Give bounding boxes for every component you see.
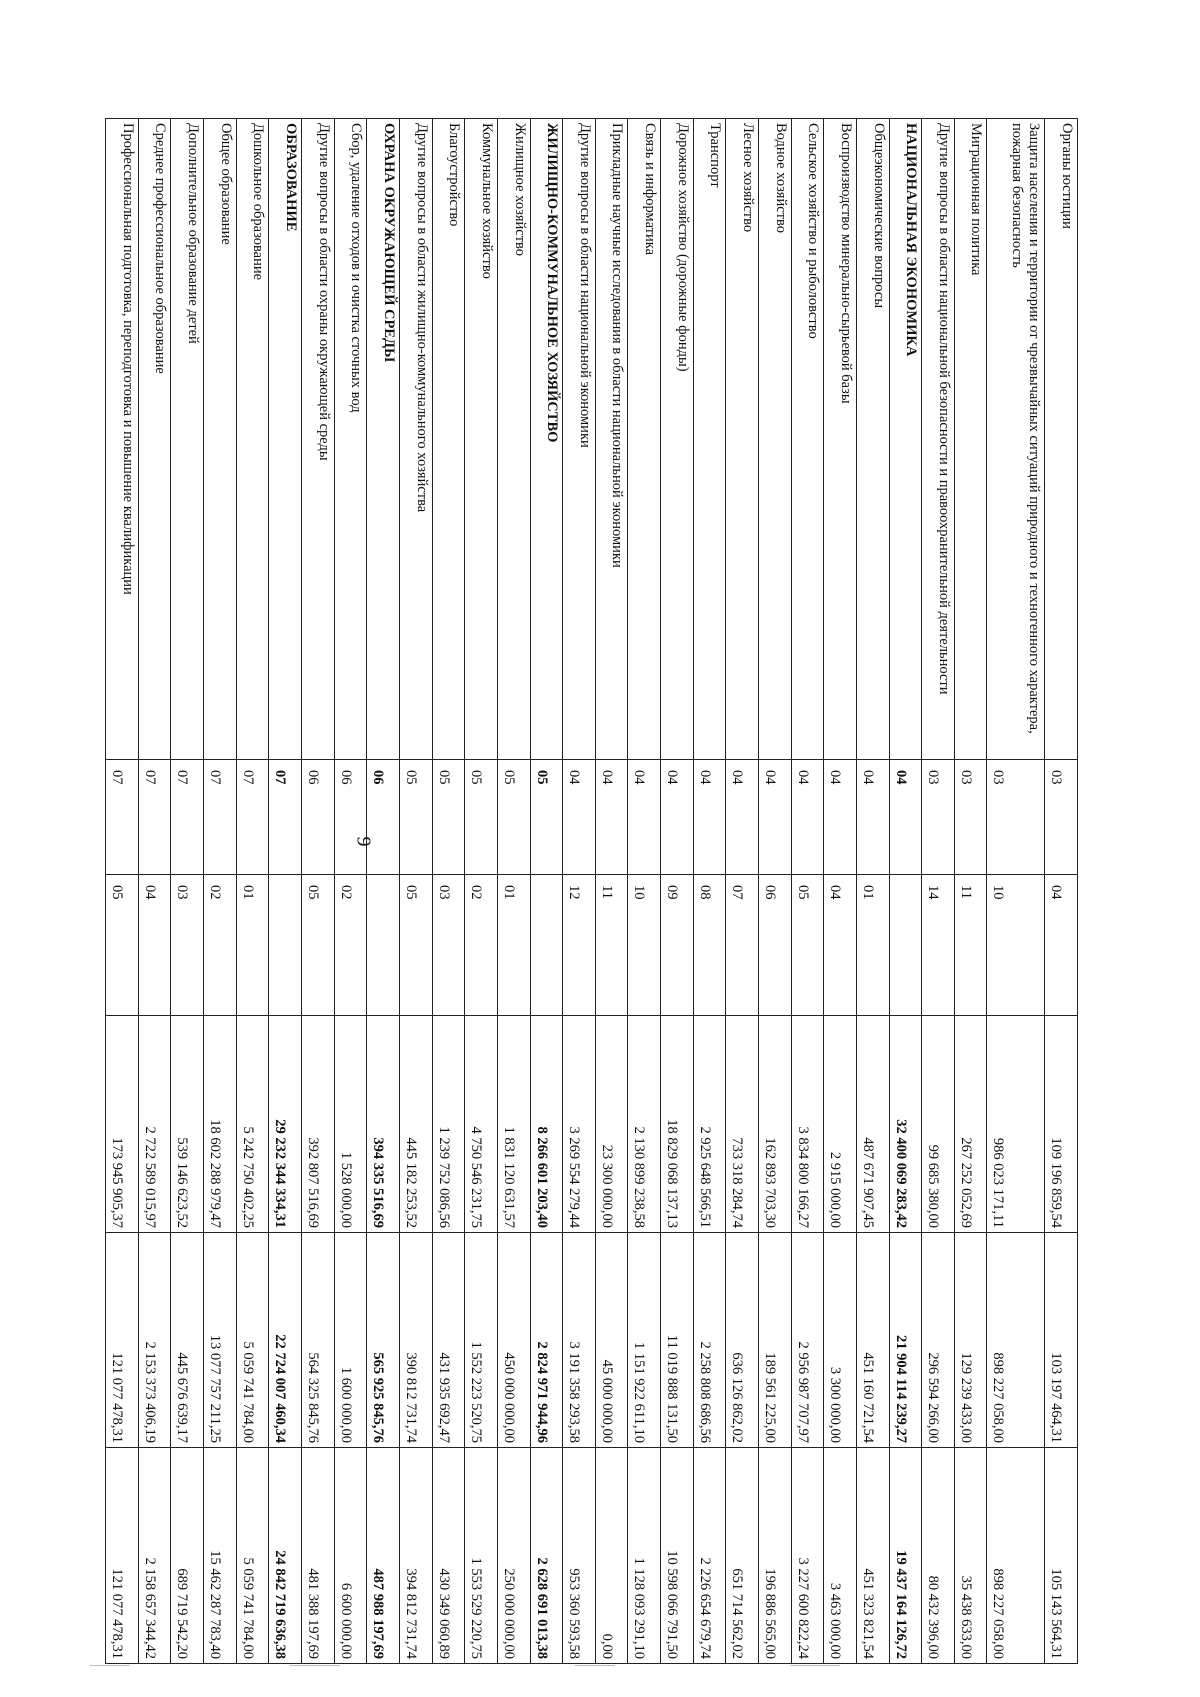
budget-table	[105, 118, 1078, 1664]
row-name: Сбор, удаление отходов и очистка сточных вод	[334, 119, 367, 760]
table-row	[399, 119, 432, 1664]
table-row	[530, 119, 563, 1664]
row-section-code: 07	[106, 760, 139, 875]
row-subsection-code: 09	[661, 875, 694, 1016]
row-amount-2: 2 956 987 707,97	[791, 1233, 824, 1448]
table-row	[497, 119, 530, 1664]
row-amount-2: 3 191 358 293,58	[563, 1233, 596, 1448]
table-row	[954, 119, 987, 1664]
row-section-code: 06	[367, 760, 400, 875]
row-subsection-code	[530, 875, 563, 1016]
row-name: Связь и информатика	[628, 119, 661, 760]
row-amount-1: 23 300 000,00	[595, 1016, 628, 1233]
table-row	[1045, 119, 1078, 1664]
row-section-code: 04	[759, 760, 792, 875]
row-amount-3: 689 719 542,20	[171, 1448, 204, 1664]
row-amount-3: 5 059 741 784,00	[236, 1448, 269, 1664]
page-number: 9	[352, 836, 375, 847]
row-amount-1: 109 196 859,54	[1045, 1016, 1078, 1233]
table-row	[367, 119, 400, 1664]
row-amount-1: 2 722 589 015,97	[138, 1016, 171, 1233]
row-amount-2: 2 258 808 686,56	[693, 1233, 726, 1448]
row-amount-1: 392 807 516,69	[302, 1016, 335, 1233]
table-row	[465, 119, 498, 1664]
row-amount-1: 487 671 907,45	[856, 1016, 889, 1233]
row-section-code: 04	[693, 760, 726, 875]
row-amount-1: 3 269 554 279,44	[563, 1016, 596, 1233]
row-subsection-code: 11	[954, 875, 987, 1016]
row-subsection-code: 08	[693, 875, 726, 1016]
row-amount-2: 22 724 007 460,34	[269, 1233, 302, 1448]
row-amount-3: 10 598 066 791,50	[661, 1448, 694, 1664]
row-amount-2: 1 600 000,00	[334, 1233, 367, 1448]
row-section-code: 05	[465, 760, 498, 875]
row-name: ОБРАЗОВАНИЕ	[269, 119, 302, 760]
footer-mark	[290, 1665, 340, 1666]
row-amount-3: 451 323 821,54	[856, 1448, 889, 1664]
row-amount-3: 250 000 000,00	[497, 1448, 530, 1664]
row-amount-2: 431 935 692,47	[432, 1233, 465, 1448]
row-amount-1: 267 252 052,69	[954, 1016, 987, 1233]
row-section-code: 03	[922, 760, 955, 875]
row-name: Сельское хозяйство и рыболовство	[791, 119, 824, 760]
row-subsection-code: 05	[399, 875, 432, 1016]
row-amount-1: 18 829 068 137,13	[661, 1016, 694, 1233]
row-section-code: 06	[302, 760, 335, 875]
row-subsection-code: 01	[497, 875, 530, 1016]
table-row	[824, 119, 857, 1664]
row-amount-1: 1 239 752 086,56	[432, 1016, 465, 1233]
row-amount-2: 898 227 058,00	[987, 1233, 1045, 1448]
budget-table-body	[106, 119, 1078, 1664]
row-amount-3: 196 886 565,00	[759, 1448, 792, 1664]
table-row	[138, 119, 171, 1664]
row-amount-2: 451 160 721,54	[856, 1233, 889, 1448]
table-row	[204, 119, 237, 1664]
row-section-code: 03	[1045, 760, 1078, 875]
row-amount-1: 539 146 623,52	[171, 1016, 204, 1233]
row-name: Водное хозяйство	[759, 119, 792, 760]
row-subsection-code: 14	[922, 875, 955, 1016]
row-amount-2: 21 904 114 239,27	[889, 1233, 922, 1448]
row-amount-1: 445 182 253,52	[399, 1016, 432, 1233]
row-amount-2: 189 561 225,00	[759, 1233, 792, 1448]
row-amount-3: 121 077 478,31	[106, 1448, 139, 1664]
row-amount-3: 35 438 633,00	[954, 1448, 987, 1664]
row-amount-2: 445 676 639,17	[171, 1233, 204, 1448]
row-section-code: 05	[399, 760, 432, 875]
row-section-code: 04	[791, 760, 824, 875]
table-row	[236, 119, 269, 1664]
row-name: Воспроизводство минерально-сырьевой базы	[824, 119, 857, 760]
row-amount-2: 2 824 971 944,96	[530, 1233, 563, 1448]
row-amount-1: 173 945 905,37	[106, 1016, 139, 1233]
row-section-code: 04	[889, 760, 922, 875]
row-name: Жилищное хозяйство	[497, 119, 530, 760]
row-amount-3: 1 553 529 220,75	[465, 1448, 498, 1664]
row-amount-1: 32 400 069 283,42	[889, 1016, 922, 1233]
row-name: Прикладные научные исследования в области национальной экономики	[595, 119, 628, 760]
row-amount-2: 1 151 922 611,10	[628, 1233, 661, 1448]
table-row	[302, 119, 335, 1664]
row-subsection-code: 11	[595, 875, 628, 1016]
row-subsection-code: 01	[236, 875, 269, 1016]
row-name: Дополнительное образование детей	[171, 119, 204, 760]
row-name: Транспорт	[693, 119, 726, 760]
footer-mark	[790, 1665, 840, 1666]
row-name: Защита населения и территории от чрезвычайных ситуаций природного и техногенного характера, пожарная безопасность	[987, 119, 1045, 760]
row-amount-3: 105 143 564,31	[1045, 1448, 1078, 1664]
table-row	[791, 119, 824, 1664]
row-section-code: 07	[236, 760, 269, 875]
table-row	[171, 119, 204, 1664]
row-amount-1: 1 528 000,00	[334, 1016, 367, 1233]
row-subsection-code: 04	[138, 875, 171, 1016]
row-amount-3: 19 437 164 126,72	[889, 1448, 922, 1664]
row-amount-2: 121 077 478,31	[106, 1233, 139, 1448]
row-amount-2: 11 019 888 131,50	[661, 1233, 694, 1448]
footer-mark	[90, 1665, 130, 1666]
row-subsection-code: 07	[726, 875, 759, 1016]
table-row	[759, 119, 792, 1664]
row-name: Коммунальное хозяйство	[465, 119, 498, 760]
row-amount-2: 5 059 741 784,00	[236, 1233, 269, 1448]
row-amount-1: 5 242 750 402,25	[236, 1016, 269, 1233]
row-subsection-code	[889, 875, 922, 1016]
row-name: Общее образование	[204, 119, 237, 760]
row-amount-2: 636 126 862,02	[726, 1233, 759, 1448]
row-amount-1: 162 893 703,30	[759, 1016, 792, 1233]
row-amount-3: 953 360 593,58	[563, 1448, 596, 1664]
table-row	[922, 119, 955, 1664]
row-section-code: 07	[138, 760, 171, 875]
row-amount-2: 390 812 731,74	[399, 1233, 432, 1448]
row-amount-1: 2 915 000,00	[824, 1016, 857, 1233]
row-amount-1: 2 925 648 566,51	[693, 1016, 726, 1233]
row-amount-1: 1 831 120 631,57	[497, 1016, 530, 1233]
row-amount-3: 3 227 600 822,24	[791, 1448, 824, 1664]
table-row	[432, 119, 465, 1664]
row-subsection-code: 02	[465, 875, 498, 1016]
row-section-code: 03	[954, 760, 987, 875]
row-subsection-code: 02	[204, 875, 237, 1016]
row-section-code: 04	[824, 760, 857, 875]
table-row	[987, 119, 1045, 1664]
row-section-code: 03	[987, 760, 1045, 875]
row-section-code: 05	[530, 760, 563, 875]
row-amount-3: 2 158 657 344,42	[138, 1448, 171, 1664]
row-amount-3: 15 462 287 783,40	[204, 1448, 237, 1664]
table-row	[661, 119, 694, 1664]
row-subsection-code: 03	[171, 875, 204, 1016]
row-subsection-code: 10	[628, 875, 661, 1016]
row-amount-1: 8 266 601 203,40	[530, 1016, 563, 1233]
row-amount-2: 2 153 373 406,19	[138, 1233, 171, 1448]
row-amount-3: 481 388 197,69	[302, 1448, 335, 1664]
row-name: Среднее профессиональное образование	[138, 119, 171, 760]
row-section-code: 05	[432, 760, 465, 875]
row-amount-3: 24 842 719 636,38	[269, 1448, 302, 1664]
row-amount-3: 80 432 396,00	[922, 1448, 955, 1664]
row-amount-3: 2 226 654 679,74	[693, 1448, 726, 1664]
row-amount-3: 430 349 060,89	[432, 1448, 465, 1664]
row-name: Другие вопросы в области охраны окружающей среды	[302, 119, 335, 760]
row-section-code: 07	[204, 760, 237, 875]
row-amount-2: 564 325 845,76	[302, 1233, 335, 1448]
row-name: Профессиональная подготовка, переподготовка и повышение квалификации	[106, 119, 139, 760]
table-row	[563, 119, 596, 1664]
table-row	[889, 119, 922, 1664]
row-name: Миграционная политика	[954, 119, 987, 760]
table-row	[628, 119, 661, 1664]
row-name: Другие вопросы в области жилищно-коммунального хозяйства	[399, 119, 432, 760]
row-amount-1: 3 834 800 166,27	[791, 1016, 824, 1233]
row-section-code: 06	[334, 760, 367, 875]
row-amount-2: 1 552 223 520,75	[465, 1233, 498, 1448]
table-row	[693, 119, 726, 1664]
row-name: Другие вопросы в области национальной безопасности и правоохранительной деятельности	[922, 119, 955, 760]
row-name: НАЦИОНАЛЬНАЯ ЭКОНОМИКА	[889, 119, 922, 760]
row-subsection-code: 06	[759, 875, 792, 1016]
row-amount-3: 394 812 731,74	[399, 1448, 432, 1664]
row-subsection-code: 02	[334, 875, 367, 1016]
row-amount-1: 29 232 344 334,31	[269, 1016, 302, 1233]
row-subsection-code	[269, 875, 302, 1016]
row-section-code: 04	[563, 760, 596, 875]
row-amount-2: 103 197 464,31	[1045, 1233, 1078, 1448]
row-section-code: 05	[497, 760, 530, 875]
row-section-code: 04	[726, 760, 759, 875]
row-amount-3: 651 714 562,02	[726, 1448, 759, 1664]
row-subsection-code: 04	[1045, 875, 1078, 1016]
row-name: Другие вопросы в области национальной экономики	[563, 119, 596, 760]
row-amount-3: 898 227 058,00	[987, 1448, 1045, 1664]
table-row	[269, 119, 302, 1664]
row-subsection-code	[367, 875, 400, 1016]
rotated-table-wrapper	[105, 118, 1078, 1663]
row-amount-2: 45 000 000,00	[595, 1233, 628, 1448]
row-name: Дошкольное образование	[236, 119, 269, 760]
row-amount-1: 99 685 380,00	[922, 1016, 955, 1233]
row-amount-3: 0,00	[595, 1448, 628, 1664]
row-amount-2: 129 239 433,00	[954, 1233, 987, 1448]
row-section-code: 07	[269, 760, 302, 875]
row-amount-3: 2 628 691 013,38	[530, 1448, 563, 1664]
row-amount-1: 2 130 899 238,58	[628, 1016, 661, 1233]
row-amount-3: 6 600 000,00	[334, 1448, 367, 1664]
table-row	[334, 119, 367, 1664]
row-amount-1: 4 750 546 231,75	[465, 1016, 498, 1233]
table-row	[856, 119, 889, 1664]
row-amount-1: 986 023 171,11	[987, 1016, 1045, 1233]
row-name: Дорожное хозяйство (дорожные фонды)	[661, 119, 694, 760]
row-name: Благоустройство	[432, 119, 465, 760]
row-amount-2: 450 000 000,00	[497, 1233, 530, 1448]
row-subsection-code: 12	[563, 875, 596, 1016]
row-name: ЖИЛИЩНО-КОММУНАЛЬНОЕ ХОЗЯЙСТВО	[530, 119, 563, 760]
row-amount-1: 394 335 516,69	[367, 1016, 400, 1233]
row-name: Органы юстиции	[1045, 119, 1078, 760]
row-amount-3: 1 128 093 291,10	[628, 1448, 661, 1664]
table-row	[726, 119, 759, 1664]
row-section-code: 04	[628, 760, 661, 875]
row-amount-2: 3 300 000,00	[824, 1233, 857, 1448]
row-amount-1: 733 318 284,74	[726, 1016, 759, 1233]
row-name: Общеэкономические вопросы	[856, 119, 889, 760]
row-amount-2: 13 077 757 211,25	[204, 1233, 237, 1448]
row-subsection-code: 10	[987, 875, 1045, 1016]
row-amount-3: 487 988 197,69	[367, 1448, 400, 1664]
row-subsection-code: 05	[106, 875, 139, 1016]
row-amount-1: 18 602 288 979,47	[204, 1016, 237, 1233]
row-amount-2: 565 925 845,76	[367, 1233, 400, 1448]
row-subsection-code: 05	[791, 875, 824, 1016]
row-name: Лесное хозяйство	[726, 119, 759, 760]
row-subsection-code: 01	[856, 875, 889, 1016]
row-section-code: 04	[595, 760, 628, 875]
row-subsection-code: 04	[824, 875, 857, 1016]
row-section-code: 04	[661, 760, 694, 875]
row-subsection-code: 03	[432, 875, 465, 1016]
footer-mark	[575, 1665, 615, 1666]
row-subsection-code: 05	[302, 875, 335, 1016]
table-row	[106, 119, 139, 1664]
row-amount-3: 3 463 000,00	[824, 1448, 857, 1664]
row-amount-2: 296 594 266,00	[922, 1233, 955, 1448]
row-section-code: 04	[856, 760, 889, 875]
row-name: ОХРАНА ОКРУЖАЮЩЕЙ СРЕДЫ	[367, 119, 400, 760]
table-row	[595, 119, 628, 1664]
row-section-code: 07	[171, 760, 204, 875]
